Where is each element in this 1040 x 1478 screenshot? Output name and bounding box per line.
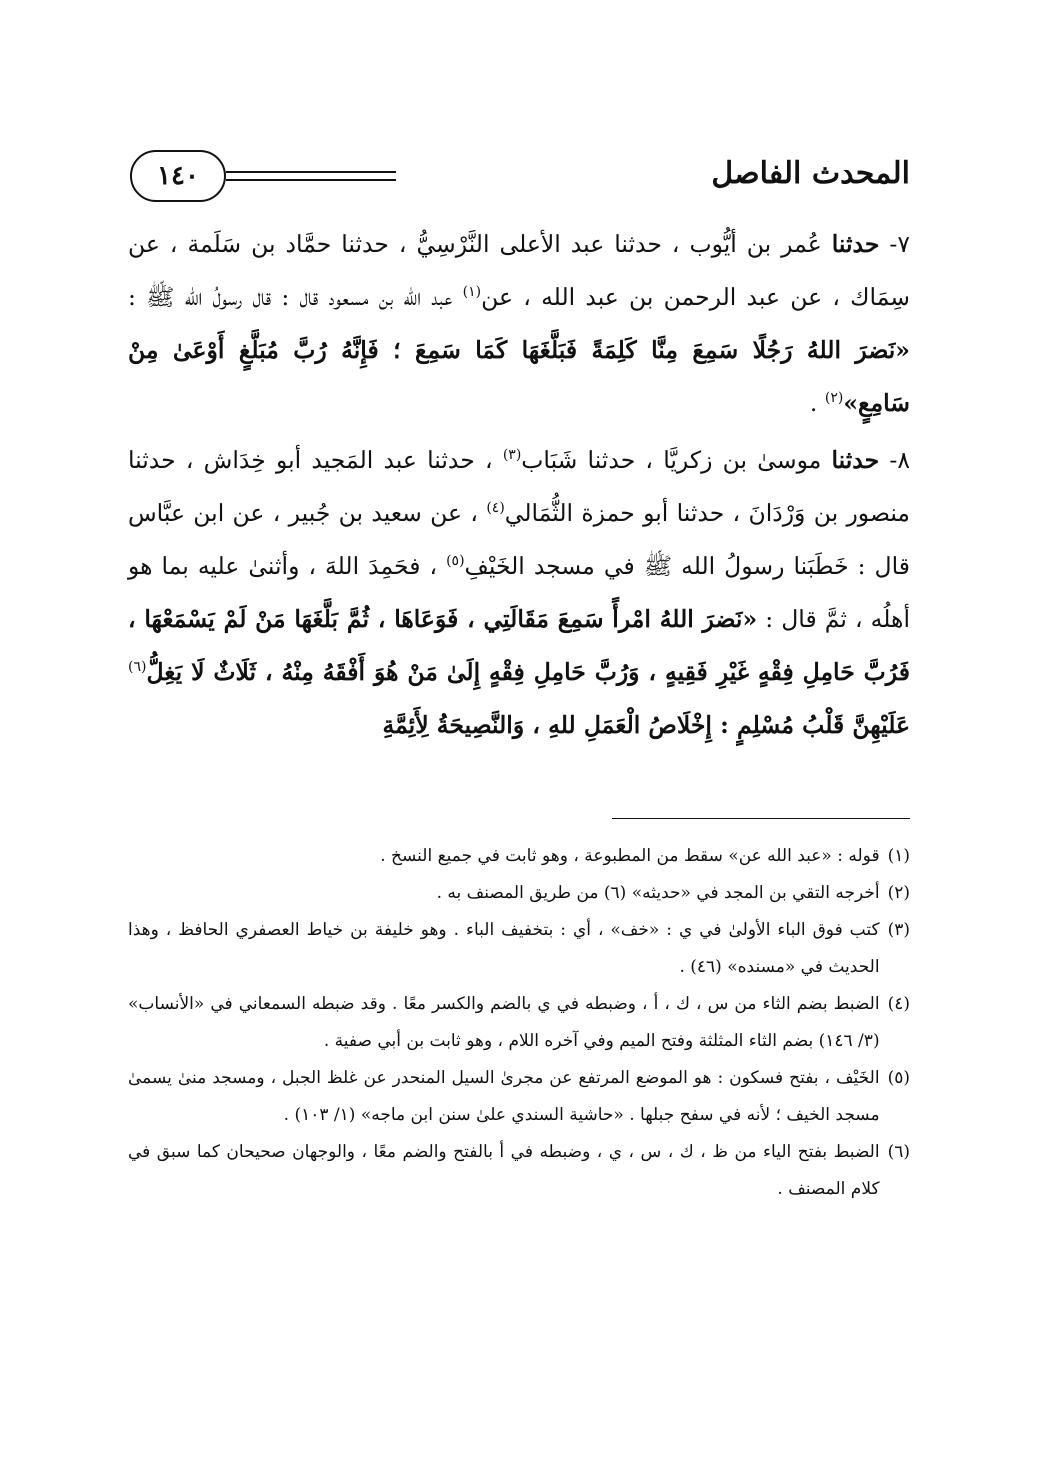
footnote [128,838,910,875]
footnote-number: (٥) [887,1068,910,1088]
hadith-lead-word: حدثنا [831,230,880,258]
footnote-number: (٦) [887,1142,910,1162]
book-title: المحدث الفاصل [711,156,910,191]
footnote-number: (٤) [887,994,910,1014]
hadith-7 [128,218,910,430]
hadith-matn: عَلَيْهِنَّ قَلْبُ مُسْلِمٍ : إِخْلَاصُ الْعَمَلِ للهِ ، وَالنَّصِيحَةُ لِأَئِمَّةِ [382,711,910,739]
footnote-number: (٢) [887,883,910,903]
main-text [128,218,910,756]
isnad-text: ، فحَمِدَ اللهَ ، وأثنىٰ عليه بما هو أهلُه ، ثمَّ قال : [128,552,910,633]
isnad-text: موسىٰ بن زكريَّا ، حدثنا شَبَاب [521,446,822,474]
hadith-matn: «نَضرَ اللهُ امْرأً سَمِعَ مَقَالَتِي ، فَوَعَاهَا ، ثُمَّ بَلَّغَهَا مَنْ لَمْ يَسْمَعْهَا ، فَرُبَّ حَامِلِ فِقْهٍ غَيْرِ فَقِيهٍ ، وَرُبَّ حَامِلِ فِقْهٍ إِلَىٰ مَنْ هُوَ أَفْقَهُ مِنْهُ ، ثَلَاثٌ لَا يَغِلُّ [128,605,910,686]
page-number: ١٤٠ [130,150,226,202]
footnote-ref: (١) [462,284,482,301]
isnad-text: عبد الله بن مسعود قال : قال رسولُ الله ﷺ : [128,283,453,311]
footnote-text: الضبط بضم الثاء من س ، ك ، أ ، وضبطه في ي بالضم والكسر معًا . وقد ضبطه السمعاني في «الأنساب» (٣/ ١٤٦) بضم الثاء المثلثة وفتح الميم وفي آخره اللام ، وهو ثابت بن أبي صفية . [128,994,880,1051]
footnote-number: (١) [887,846,910,866]
page-header [130,150,910,206]
footnote [128,1060,910,1134]
footnote-text: الخَيْف ، بفتح فسكون : هو الموضع المرتفع عن مجرىٰ السيل المنحدر عن غلظ الجبل ، ومسجد منىٰ يسمىٰ مسجد الخيف ؛ لأنه في سفح جبلها . «حاشية السندي علىٰ سنن ابن ماجه» (١/ ١٠٣) . [128,1068,880,1125]
footnote-text: الضبط بفتح الياء من ظ ، ك ، س ، ي ، وضبطه في أ بالفتح والضم معًا ، والوجهان صحيحان كما سبق في كلام المصنف . [128,1142,880,1199]
isnad-text: ، حدثنا عبد المَجيد أبو خِدَاش ، حدثنا منصور بن وَرْدَانَ ، حدثنا أبو حمزة الثُّمَالي [128,446,911,527]
footnote-ref: (٣) [502,447,522,464]
footnote [128,912,910,986]
footnote [128,986,910,1060]
footnote [128,875,910,912]
footnote-ref: (٦) [128,659,147,676]
footnote-ref: (٢) [824,390,844,407]
footnotes [128,838,910,1208]
footnote-number: (٣) [887,920,910,940]
footnote-ref: (٤) [486,500,505,517]
isnad-text: ، عن سعيد بن جُبير ، عن ابن عبَّاس قال : خَطَبَنا رسولُ الله ﷺ في مسجد الخَيْفِ [128,499,910,580]
footnote-text: قوله : «عبد الله عن» سقط من المطبوعة ، وهو ثابت في جميع النسخ . [380,846,880,866]
isnad-text: عُمر بن أيُّوب ، حدثنا عبد الأعلى النَّرْسِيُّ ، حدثنا حمَّاد بن سَلَمة ، عن سِمَاك ، عن عبد الرحمن بن عبد الله ، عن [128,230,910,311]
footnote-ref: (٥) [446,553,465,570]
footnote-text: كتب فوق الباء الأولىٰ في ي : «خف» ، أي : بتخفيف الباء . وهو خليفة بن خياط العصفري الحافظ ، وهذا الحديث في «مسنده» (٤٦) . [128,920,880,977]
footnote-separator [612,818,910,819]
hadith-matn: «نَضرَ اللهُ رَجُلًا سَمِعَ مِنَّا كَلِمَةً فَبَلَّغَهَا كَمَا سَمِعَ ؛ فَإِنَّهُ رُبَّ مُبَلَّغٍ أَوْعَىٰ مِنْ سَامِعٍ» [128,336,910,417]
hadith-number: ٧- [889,230,910,258]
header-double-rule [226,171,396,181]
footnote-text: أخرجه التقي بن المجد في «حديثه» (٦) من طريق المصنف به . [436,883,880,903]
hadith-lead-word: حدثنا [831,446,880,474]
sentence-end: . [809,389,818,417]
footnote [128,1134,910,1208]
hadith-8 [128,434,910,752]
hadith-number: ٨- [889,446,910,474]
